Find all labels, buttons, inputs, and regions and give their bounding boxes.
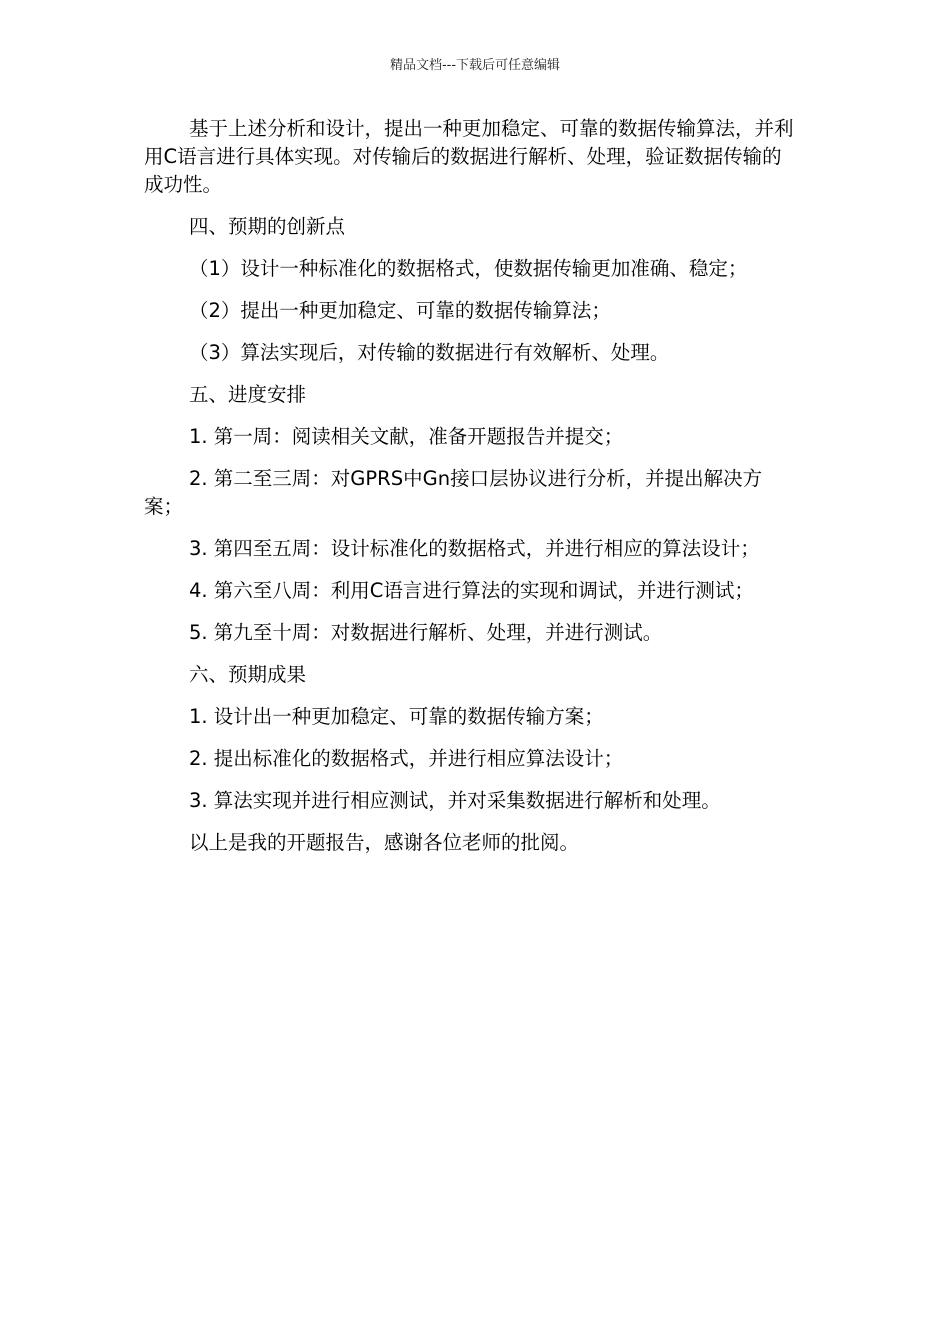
schedule-item: 5. 第九至十周：对数据进行解析、处理，并进行测试。 (189, 621, 663, 644)
innovation-item: （1）设计一种标准化的数据格式，使数据传输更加准确、稳定； (189, 257, 748, 280)
intro-paragraph: 基于上述分析和设计，提出一种更加稳定、可靠的数据传输算法，并利用C语言进行具体实现。对传输后的数据进行解析、处理，验证数据传输的成功性。 (144, 117, 794, 196)
schedule-item: 4. 第六至八周：利用C语言进行算法的实现和调试，并进行测试； (189, 579, 754, 602)
document-body (144, 115, 796, 857)
page-header: 精品文档---下载后可任意编辑 (389, 58, 561, 73)
innovation-item: （3）算法实现后，对传输的数据进行有效解析、处理。 (189, 341, 670, 364)
schedule-item: 3. 第四至五周：设计标准化的数据格式，并进行相应的算法设计； (189, 537, 760, 560)
outcome-item: 1. 设计出一种更加稳定、可靠的数据传输方案； (189, 705, 604, 728)
section-title-schedule: 五、进度安排 (189, 383, 307, 406)
outcome-item: 3. 算法实现并进行相应测试，并对采集数据进行解析和处理。 (189, 789, 721, 812)
innovation-item: （2）提出一种更加稳定、可靠的数据传输算法； (189, 299, 611, 322)
outcome-item: 2. 提出标准化的数据格式，并进行相应算法设计； (189, 747, 624, 770)
schedule-item: 1. 第一周：阅读相关文献，准备开题报告并提交； (189, 425, 624, 448)
schedule-item: 2. 第二至三周：对GPRS中Gn接口层协议进行分析，并提出解决方案； (144, 467, 763, 518)
closing-paragraph: 以上是我的开题报告，感谢各位老师的批阅。 (189, 831, 580, 854)
section-title-outcomes: 六、预期成果 (189, 663, 307, 686)
section-title-innovations: 四、预期的创新点 (189, 215, 346, 238)
